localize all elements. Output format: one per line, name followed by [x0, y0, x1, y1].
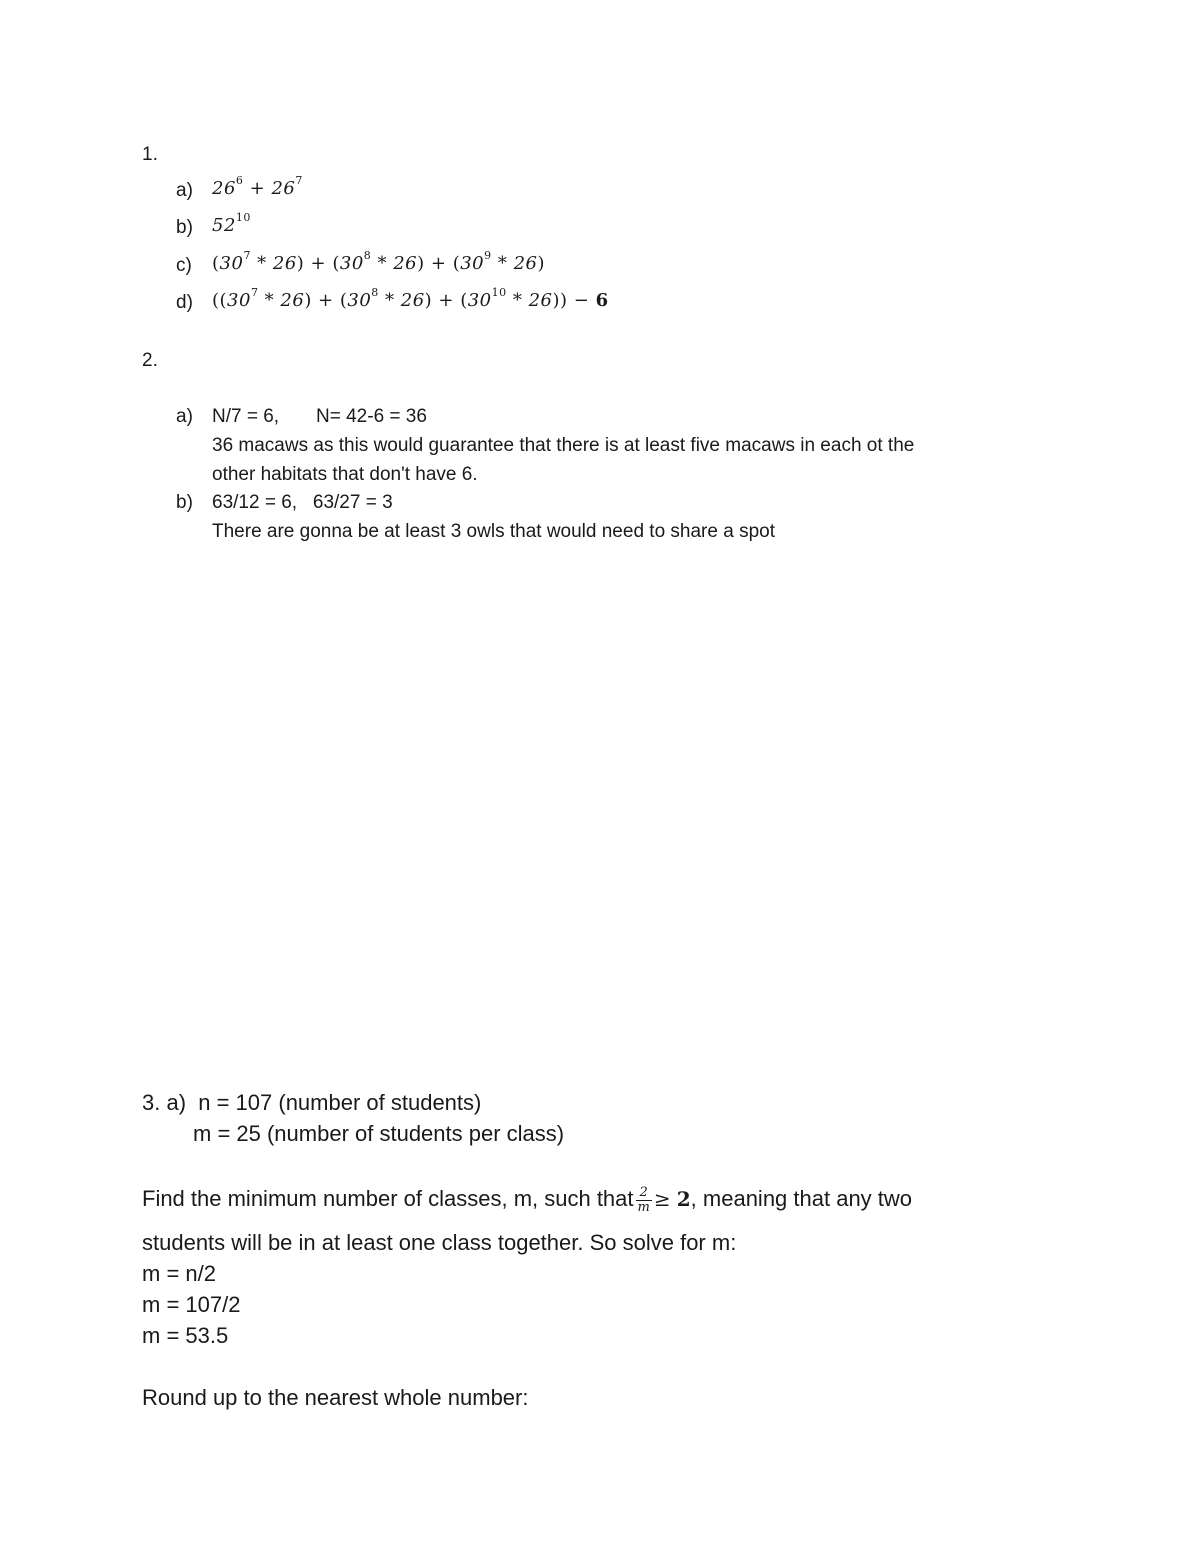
q3-find-line1	[142, 1183, 912, 1215]
operator: *	[258, 290, 281, 311]
operator: ) + (	[417, 253, 461, 274]
q1-d-label: d)	[176, 292, 193, 313]
q3-eq3: m = 53.5	[142, 1323, 229, 1348]
operator: *	[491, 253, 514, 274]
base: 30	[219, 253, 244, 274]
operator: ((	[212, 290, 228, 311]
base: 26	[271, 178, 296, 199]
q1-a-label: a)	[176, 180, 193, 201]
q3-find-after: , meaning that any two	[690, 1186, 913, 1211]
q1-b-expression	[212, 211, 251, 236]
q3-line2: m = 25 (number of students per class)	[193, 1121, 565, 1146]
q3-fraction	[636, 1186, 652, 1215]
q2-b-label: b)	[176, 492, 193, 513]
operator: (	[212, 253, 220, 274]
q1-d-expression	[212, 286, 609, 311]
q3-find-before: Find the minimum number of classes, m, such that	[142, 1186, 634, 1211]
q1-c-expression	[212, 249, 546, 274]
q3-round: Round up to the nearest whole number:	[142, 1385, 529, 1410]
operator: ) + (	[424, 290, 468, 311]
operator: ) + (	[296, 253, 340, 274]
base: 26	[513, 253, 538, 274]
operator: )	[537, 253, 546, 274]
base: 30	[339, 253, 364, 274]
base: 52	[212, 215, 236, 236]
base: 26	[272, 253, 297, 274]
base: 30	[460, 253, 485, 274]
q1-number: 1.	[142, 144, 158, 165]
operator: ) + (	[304, 290, 348, 311]
constant: 6	[595, 290, 609, 311]
base: 26	[528, 290, 553, 311]
base: 26	[212, 178, 236, 199]
operator: )) −	[552, 290, 596, 311]
q3-geq-value: 2	[676, 1187, 691, 1211]
operator: *	[371, 253, 394, 274]
q3-fraction-numerator: 2	[636, 1186, 652, 1201]
exponent: 7	[295, 174, 303, 187]
exponent: 6	[235, 174, 244, 187]
operator: +	[243, 178, 272, 199]
q1-a-expression	[212, 174, 303, 199]
q1-c-label: c)	[176, 255, 192, 276]
q2-a-line3: other habitats that don't have 6.	[212, 464, 478, 485]
q1-b-label: b)	[176, 217, 193, 238]
base: 26	[400, 290, 425, 311]
base: 30	[347, 290, 372, 311]
exponent: 8	[363, 249, 372, 262]
base: 26	[280, 290, 305, 311]
q2-number: 2.	[142, 350, 158, 371]
q2-b-line1: 63/12 = 6, 63/27 = 3	[212, 492, 393, 513]
exponent: 7	[250, 286, 259, 299]
exponent: 10	[491, 286, 507, 299]
q3-eq1: m = n/2	[142, 1261, 216, 1286]
exponent: 7	[243, 249, 251, 262]
q3-line1: 3. a) n = 107 (number of students)	[142, 1090, 482, 1115]
q3-geq-symbol: ≥	[653, 1187, 671, 1211]
base: 30	[467, 290, 492, 311]
q3-find-line2: students will be in at least one class together. So solve for m:	[142, 1230, 737, 1255]
base: 30	[227, 290, 251, 311]
q2-a-line1: N/7 = 6, N= 42-6 = 36	[212, 406, 427, 427]
exponent: 8	[371, 286, 379, 299]
q3-fraction-denominator: m	[637, 1199, 650, 1215]
q2-a-label: a)	[176, 406, 193, 427]
exponent: 10	[235, 211, 251, 224]
operator: *	[250, 253, 273, 274]
base: 26	[393, 253, 418, 274]
operator: *	[378, 290, 401, 311]
exponent: 9	[484, 249, 492, 262]
q3-eq2: m = 107/2	[142, 1292, 241, 1317]
q2-b-line2: There are gonna be at least 3 owls that would need to share a spot	[212, 521, 775, 542]
q2-a-line2: 36 macaws as this would guarantee that there is at least five macaws in each ot the	[212, 435, 915, 456]
operator: *	[506, 290, 529, 311]
